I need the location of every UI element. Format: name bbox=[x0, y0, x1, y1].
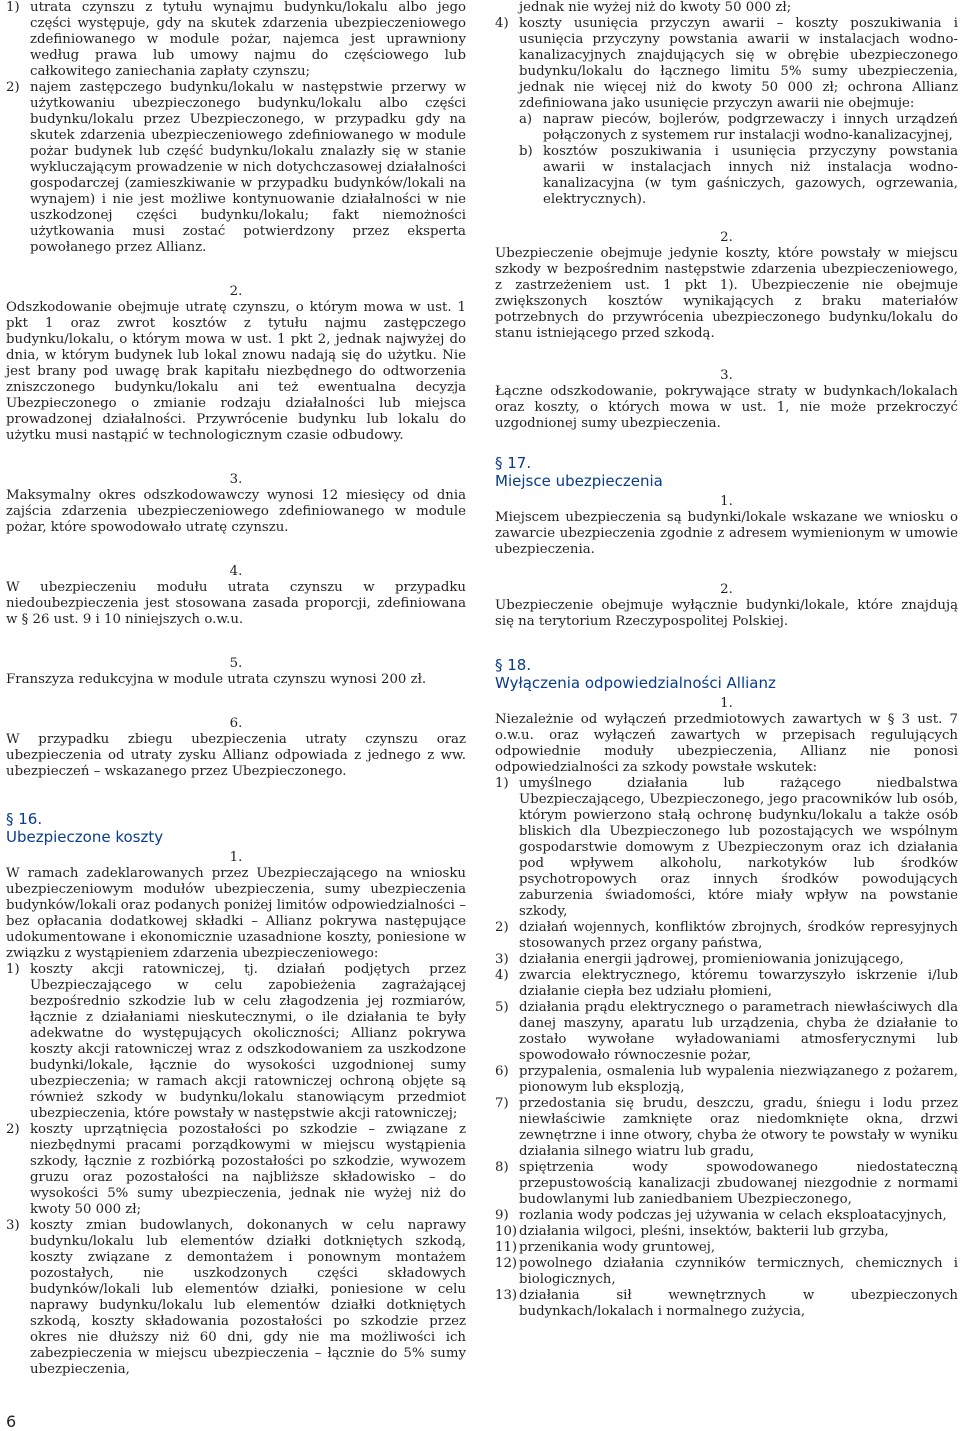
section-paragraph: Franszyza redukcyjna w module utrata czynszu wynosi 200 zł. bbox=[6, 672, 427, 687]
sub-list-item-text: kosztów poszukiwania i usunięcia przyczyny powstania awarii w instalacjach innych niż instalacja wodno- kanalizacyjna (w tym gaśniczych, gazowych, ogrzewania, elektrycznych). bbox=[543, 144, 958, 207]
list-item bbox=[6, 80, 466, 256]
list-item-text: działania prądu elektrycznego o parametrach niewłaściwych dla danej maszyny, aparatu lub urządzenia, chyba że działanie to zostało wywołane wyładowaniami atmosferycznymi lub spowodowało równoczesnie pożar, bbox=[519, 1000, 958, 1063]
list-item-text: działania wilgoci, pleśni, insektów, bakterii lub grzyba, bbox=[519, 1224, 889, 1239]
section-number: 3. bbox=[720, 368, 733, 383]
list-item-text: przedostania się brudu, deszczu, gradu, śniegu i lodu przez niewłaściwie zamknięte oraz niedomknięte okna, drzwi zewnętrzne i inne otwory, chyba że otwory te powstały w wyniku działania silnego wiatru lub gradu, bbox=[519, 1096, 958, 1159]
list-item-number: 1) bbox=[6, 962, 20, 977]
heading-title: Miejsce ubezpieczenia bbox=[495, 472, 663, 490]
list-item-number: 13) bbox=[495, 1288, 518, 1303]
list-item-number: 11) bbox=[495, 1240, 518, 1255]
list-item-number: 2) bbox=[6, 1122, 20, 1137]
continued-text: jednak nie wyżej niż do kwoty 50 000 zł; bbox=[519, 0, 792, 15]
list-item-text: koszty akcji ratowniczej, tj. działań podjętych przez Ubezpieczającego w celu zapobieżenia zagrażającej bezpośrednio szkodzie lub w celu złagodzenia jej rozmiarów, łącznie z działaniami nieskutecznymi, o ile działania te były adekwatne do występujących okoliczności; Allianz pokrywa koszty akcji ratowniczej wraz z odszkodowaniem za uszkodzone budynki/lokale, łącznie do wysokości uzgodnionej sumy ubezpieczenia; w ramach akcji ratowniczej ochroną objęte są również szkody w budynku/lokalu stanowiącym przedmiot ubezpieczenia, które powstały w następstwie akcji ratowniczej; bbox=[30, 962, 466, 1121]
heading-title: Wyłączenia odpowiedzialności Allianz bbox=[495, 674, 776, 692]
sub-list-item-text: napraw pieców, bojlerów, podgrzewaczy i innych urządzeń połączonych z systemem rur instalacji wodno-kanalizacyjnej, bbox=[543, 112, 958, 143]
list-item-number: 1) bbox=[495, 776, 509, 791]
list-item-number: 2) bbox=[495, 920, 509, 935]
section-number: 2. bbox=[720, 582, 733, 597]
list-item bbox=[495, 1240, 958, 1256]
list-item bbox=[495, 1288, 958, 1320]
sub-list-item bbox=[519, 112, 958, 144]
heading-number: § 17. bbox=[495, 454, 532, 472]
section-paragraph: Łączne odszkodowanie, pokrywające straty w budynkach/lokalach oraz koszty, o których mowa w ust. 1, nie może przekroczyć uzgodnionej sumy ubezpieczenia. bbox=[495, 384, 958, 431]
section-paragraph: W przypadku zbiegu ubezpieczenia utraty czynszu oraz ubezpieczenia od utraty zysku Allianz odpowiada z jednego z ww. ubezpieczeń – wskazanego przez Ubezpieczonego. bbox=[6, 732, 466, 779]
list-item-number: 4) bbox=[495, 968, 509, 983]
left-column bbox=[6, 0, 466, 1378]
list-item-text: działania sił wewnętrznych w ubezpieczonych budynkach/lokalach i normalnego zużycia, bbox=[519, 1288, 958, 1319]
section-number: 1. bbox=[720, 494, 733, 509]
list-item bbox=[495, 776, 958, 920]
list-item bbox=[6, 1218, 466, 1378]
list-item bbox=[495, 1208, 958, 1224]
list-item-text: działań wojennych, konfliktów zbrojnych, środków represyjnych stosowanych przez organy państwa, bbox=[519, 920, 958, 951]
list-item-text: utrata czynszu z tytułu wynajmu budynku/lokalu albo jego części występuje, gdy na skutek zdarzenia ubezpieczeniowego zdefiniowanego w module pożar, najemca jest uprawniony według prawa lub umowy najmu do częściowego lub całkowitego zaniechania zapłaty czynszu; bbox=[30, 0, 466, 79]
list-item-number: 7) bbox=[495, 1096, 509, 1111]
list-item-text: przenikania wody gruntowej, bbox=[519, 1240, 716, 1255]
list-item-text: spiętrzenia wody spowodowanego niedostateczną przepustowością kanalizacji zbudowanej niezgodnie z normami budowlanymi lub zaniedbaniem Ubezpieczonego, bbox=[519, 1160, 958, 1207]
list-item bbox=[495, 16, 958, 208]
list-item-text: koszty zmian budowlanych, dokonanych w celu naprawy budynku/lokalu lub elementów działki dotkniętych szkodą, koszty związane z demontażem i ponownym montażem pozostałych, nie uszkodzonych części składowych budynków/lokali lub elementów działki, poniesione w celu naprawy budynku/lokalu lub elementów działki dotkniętych szkodą, koszty składowania pozostałości po szkodzie przez okres nie dłuższy niż 60 dni, gdy nie ma możliwości ich zabezpieczenia w miejscu ubezpieczenia – łącznie do 5% sumy ubezpieczenia, bbox=[30, 1218, 466, 1377]
list-item bbox=[6, 0, 466, 80]
list-item-text: umyślnego działania lub rażącego niedbalstwa Ubezpieczającego, Ubezpieczonego, jego pracowników lub osób, którym powierzono stałą ochronę budynku/lokalu a także osób bliskich dla Ubezpieczonego lub pozostających we wspólnym gospodarstwie domowym z Ubezpieczonym oraz ich działania pod wpływem alkoholu, narkotyków lub środków psychotropowych oraz innych środków powodujących zaburzenia świadomości, które miały wpływ na powstanie szkody, bbox=[519, 776, 958, 919]
section-number: 2. bbox=[720, 230, 733, 245]
section-paragraph: Ubezpieczenie obejmuje jedynie koszty, które powstały w miejscu szkody w bezpośrednim następstwie zdarzenia ubezpieczeniowego, z zastrzeżeniem ust. 1 pkt 1). Ubezpieczenie nie obejmuje zwiększonych kosztów wynikających z braku materiałów potrzebnych do przywrócenia ubezpieczonego budynku/lokalu do stanu istniejącego przed szkodą. bbox=[495, 246, 958, 341]
list-item bbox=[495, 1064, 958, 1096]
list-item bbox=[6, 962, 466, 1122]
section-heading bbox=[6, 810, 466, 846]
list-item-text: zwarcia elektrycznego, któremu towarzyszyło iskrzenie i/lub działanie ciepła bez udziału płomieni, bbox=[519, 968, 958, 999]
section-number: 2. bbox=[229, 284, 243, 299]
right-column bbox=[495, 0, 958, 1320]
section-number: 6. bbox=[229, 716, 243, 731]
section-paragraph: Ubezpieczenie obejmuje wyłącznie budynki/lokale, które znajdują się na terytorium Rzeczypospolitej Polskiej. bbox=[495, 598, 958, 629]
list-item-number: 3) bbox=[6, 1218, 20, 1233]
list-item-text: powolnego działania czynników termicznych, chemicznych i biologicznych, bbox=[519, 1256, 958, 1287]
section-number: 1. bbox=[720, 696, 733, 711]
section-paragraph: W ramach zadeklarowanych przez Ubezpieczającego na wniosku ubezpieczeniowym modułów ubezpieczenia, sumy ubezpieczenia budynków/lokali oraz podanych poniżej limitów odpowiedzialności – bez opłacania dodatkowej składki – Allianz pokrywa następujące udokumentowane i ekonomicznie uzasadnione koszty, poniesione w związku z wystąpieniem zdarzenia ubezpieczeniowego: bbox=[6, 866, 466, 961]
section-paragraph: Miejscem ubezpieczenia są budynki/lokale wskazane we wniosku o zawarcie ubezpieczenia zgodnie z adresem wymienionym w umowie ubezpieczenia. bbox=[495, 510, 958, 557]
list-item-text: rozlania wody podczas jej używania w celach eksploatacyjnych, bbox=[519, 1208, 947, 1223]
page-number: 6 bbox=[6, 1412, 17, 1431]
list-item-number: 12) bbox=[495, 1256, 518, 1271]
heading-title: Ubezpieczone koszty bbox=[6, 828, 164, 846]
section-heading bbox=[495, 454, 958, 490]
list-item bbox=[495, 952, 958, 968]
list-item-text: koszty uprzątnięcia pozostałości po szkodzie – związane z niezbędnymi pracami porządkowymi w miejscu wystąpienia szkody, łącznie z rozbiórką pozostałości po szkodzie, wywozem gruzu oraz pozostałości na najbliższe składowisko – do wysokości 5% sumy ubezpieczenia, jednak nie wyżej niż do kwoty 50 000 zł; bbox=[30, 1122, 466, 1217]
list-item-text: najem zastępczego budynku/lokalu w następstwie przerwy w użytkowaniu ubezpieczonego budynku/lokalu albo części budynku/lokalu przez Ubezpieczonego, w przypadku gdy na skutek zdarzenia ubezpieczeniowego zdefiniowanego w module pożar budynek lub część budynku/lokalu znalazły się w stanie wykluczającym prowadzenie w nich dotychczasowej działalności gospodarczej (zamieszkiwanie w przypadku budynków/lokali na wynajem) i nie jest możliwe kontynuowanie działalności w nie uszkodzonej części budynku/lokalu; fakt niemożności użytkowania musi zostać potwierdzony przez eksperta powołanego przez Allianz. bbox=[30, 80, 466, 255]
list-item-number: 1) bbox=[6, 0, 20, 15]
list-item bbox=[495, 1000, 958, 1064]
sub-list-item-letter: a) bbox=[519, 112, 533, 127]
list-item-number: 2) bbox=[6, 80, 20, 95]
list-item bbox=[495, 968, 958, 1000]
section-heading bbox=[495, 656, 958, 692]
list-item bbox=[6, 1122, 466, 1218]
list-item-text: koszty usunięcia przyczyn awarii – koszty poszukiwania i usunięcia przyczyny powstania awarii w instalacjach wodno-kanalizacyjnych znajdujących się w obrębie ubezpieczonego budynku/lokalu do łącznego limitu 5% sumy ubezpieczenia, jednak nie więcej niż do kwoty 50 000 zł; ochrona Allianz zdefiniowana jako usunięcie przyczyn awarii nie obejmuje: bbox=[519, 16, 958, 111]
sub-list-item bbox=[519, 144, 958, 208]
list-item-number: 4) bbox=[495, 16, 509, 31]
section-paragraph: W ubezpieczeniu modułu utrata czynszu w przypadku niedoubezpieczenia jest stosowana zasada proporcji, zdefiniowana w § 26 ust. 9 i 10 niniejszych o.w.u. bbox=[6, 580, 466, 627]
list-item-number: 3) bbox=[495, 952, 509, 967]
list-item bbox=[495, 1256, 958, 1288]
list-item-number: 5) bbox=[495, 1000, 509, 1015]
list-item-number: 8) bbox=[495, 1160, 509, 1175]
list-item-number: 10) bbox=[495, 1224, 518, 1239]
list-item bbox=[495, 1096, 958, 1160]
heading-number: § 18. bbox=[495, 656, 532, 674]
list-item-text: przypalenia, osmalenia lub wypalenia niezwiązanego z pożarem, pionowym lub eksplozją, bbox=[519, 1064, 958, 1095]
list-item-number: 9) bbox=[495, 1208, 509, 1223]
list-item bbox=[495, 1160, 958, 1208]
list-item bbox=[495, 1224, 958, 1240]
sub-list-item-letter: b) bbox=[519, 144, 533, 159]
list-item-number: 6) bbox=[495, 1064, 509, 1079]
list-item-text: działania energii jądrowej, promieniowania jonizującego, bbox=[519, 952, 904, 967]
list-item bbox=[495, 920, 958, 952]
section-paragraph: Niezależnie od wyłączeń przedmiotowych zawartych w § 3 ust. 7 o.w.u. oraz wyłączeń zawartych w przepisach regulujących odpowiednie moduły ubezpieczenia, Allianz nie ponosi odpowiedzialności za szkody powstałe wskutek: bbox=[495, 712, 958, 775]
section-number: 5. bbox=[229, 656, 243, 671]
heading-number: § 16. bbox=[6, 810, 43, 828]
section-paragraph: Odszkodowanie obejmuje utratę czynszu, o którym mowa w ust. 1 pkt 1 oraz zwrot kosztów z tytułu najmu zastępczego budynku/lokalu, o którym mowa w ust. 1 pkt 2, jednak najwyżej do dnia, w którym budynek lub lokal znowu nadają się do użytku. Nie jest brany pod uwagę brak kapitału niezbędnego do odtworzenia zniszczonego budynku/lokalu ani też ewentualna decyzja Ubezpieczonego o zmianie rodzaju działalności lub miejsca prowadzonej działalności. Przywrócenie budynku lub lokalu do użytku musi nastąpić w technologicznym czasie odbudowy. bbox=[6, 300, 466, 443]
section-number: 1. bbox=[229, 850, 243, 865]
section-number: 4. bbox=[229, 564, 243, 579]
section-paragraph: Maksymalny okres odszkodowawczy wynosi 12 miesięcy od dnia zajścia zdarzenia ubezpieczeniowego zdefiniowanego w module pożar, które spowodowało utratę czynszu. bbox=[6, 488, 466, 535]
section-number: 3. bbox=[229, 472, 243, 487]
